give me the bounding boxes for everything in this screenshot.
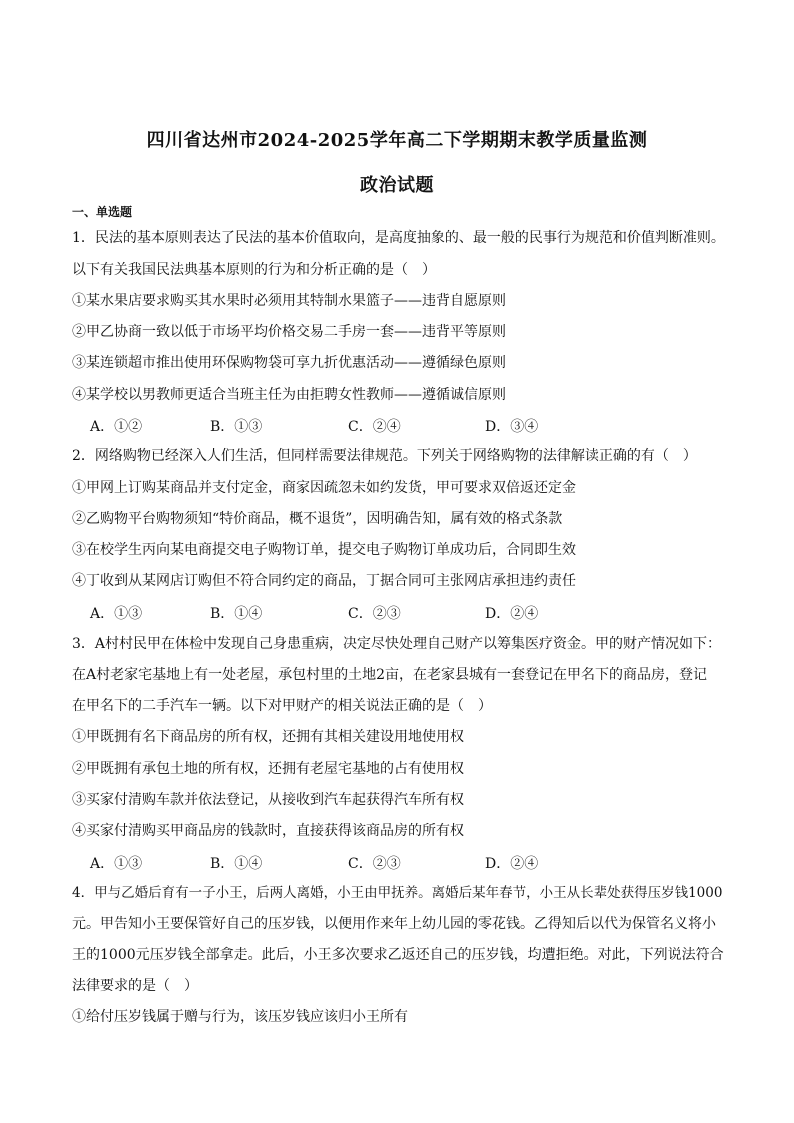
q3-stem-line-2: 在A村老家宅基地上有一处老屋，承包村里的土地2亩，在老家县城有一套登记在甲名下的商品房，登记 xyxy=(72,667,708,683)
q1-stem-line-2: 以下有关我国民法典基本原则的行为和分析正确的是（ ） xyxy=(72,262,436,278)
q4-stem-line-3: 王的1000元压岁钱全部拿走。此后，小王多次要求乙返还自己的压岁钱，均遭拒绝。对此，下列说法符合 xyxy=(72,947,724,963)
q1-statement-2: ②甲乙协商一致以低于市场平均价格交易二手房一套——违背平等原则 xyxy=(72,324,506,340)
q1-option-b: B．①③ xyxy=(210,419,263,435)
q1-option-d: D．③④ xyxy=(485,419,539,435)
page-subtitle: 政治试题 xyxy=(360,175,434,196)
q4-stem-line-1: 4．甲与乙婚后育有一子小王，后两人离婚，小王由甲抚养。离婚后某年春节，小王从长辈处获得压岁钱1000 xyxy=(72,885,723,901)
q3-option-d: D．②④ xyxy=(485,856,539,872)
q1-option-c: C．②④ xyxy=(348,419,401,435)
q3-stem-line-1: 3．A村村民甲在体检中发现自己身患重病，决定尽快处理自己财产以筹集医疗资金。甲的财产情况如下： xyxy=(72,636,722,652)
q2-statement-2: ②乙购物平台购物须知“特价商品，概不退货”，因明确告知，属有效的格式条款 xyxy=(72,511,563,527)
q3-options xyxy=(90,853,650,871)
q2-option-d: D．②④ xyxy=(485,606,539,622)
q3-statement-1: ①甲既拥有名下商品房的所有权，还拥有其相关建设用地使用权 xyxy=(72,729,464,745)
q2-options xyxy=(90,603,650,621)
q1-statement-4: ④某学校以男教师更适合当班主任为由拒聘女性教师——遵循诚信原则 xyxy=(72,387,506,403)
q4-stem-line-4: 法律要求的是（ ） xyxy=(72,978,198,994)
q2-option-c: C．②③ xyxy=(348,606,401,622)
q3-option-c: C．②③ xyxy=(348,856,401,872)
q2-statement-3: ③在校学生丙向某电商提交电子购物订单，提交电子购物订单成功后，合同即生效 xyxy=(72,542,576,558)
q1-options xyxy=(90,416,650,434)
q3-option-b: B．①④ xyxy=(210,856,263,872)
q4-stem-line-2: 元。甲告知小王要保管好自己的压岁钱，以便用作来年上幼儿园的零花钱。乙得知后以代为保管名义将小 xyxy=(72,916,716,932)
section-heading: 一、单选题 xyxy=(72,205,133,219)
q3-statement-3: ③买家付清购车款并依法登记，从接收到汽车起获得汽车所有权 xyxy=(72,792,464,808)
page-title: 四川省达州市2024-2025学年高二下学期期末教学质量监测 xyxy=(146,130,648,151)
q2-stem-line-1: 2．网络购物已经深入人们生活，但同样需要法律规范。下列关于网络购物的法律解读正确的有（ ） xyxy=(72,448,697,464)
q3-statement-4: ④买家付清购买甲商品房的钱款时，直接获得该商品房的所有权 xyxy=(72,823,464,839)
q2-option-a: A．①③ xyxy=(90,606,143,622)
q1-stem-line-1: 1．民法的基本原则表达了民法的基本价值取向，是高度抽象的、最一般的民事行为规范和价值判断准则。 xyxy=(72,230,725,246)
q3-statement-2: ②甲既拥有承包土地的所有权，还拥有老屋宅基地的占有使用权 xyxy=(72,761,464,777)
q2-statement-1: ①甲网上订购某商品并支付定金，商家因疏忽未如约发货，甲可要求双倍返还定金 xyxy=(72,480,576,496)
q1-option-a: A．①② xyxy=(90,419,143,435)
q3-stem-line-3: 在甲名下的二手汽车一辆。以下对甲财产的相关说法正确的是（ ） xyxy=(72,698,492,714)
q2-statement-4: ④丁收到从某网店订购但不符合同约定的商品，丁据合同可主张网店承担违约责任 xyxy=(72,573,576,589)
q1-statement-1: ①某水果店要求购买其水果时必须用其特制水果篮子——违背自愿原则 xyxy=(72,293,506,309)
q3-option-a: A．①③ xyxy=(90,856,143,872)
q2-option-b: B．①④ xyxy=(210,606,263,622)
q4-statement-1: ①给付压岁钱属于赠与行为，该压岁钱应该归小王所有 xyxy=(72,1009,408,1025)
q1-statement-3: ③某连锁超市推出使用环保购物袋可享九折优惠活动——遵循绿色原则 xyxy=(72,355,506,371)
